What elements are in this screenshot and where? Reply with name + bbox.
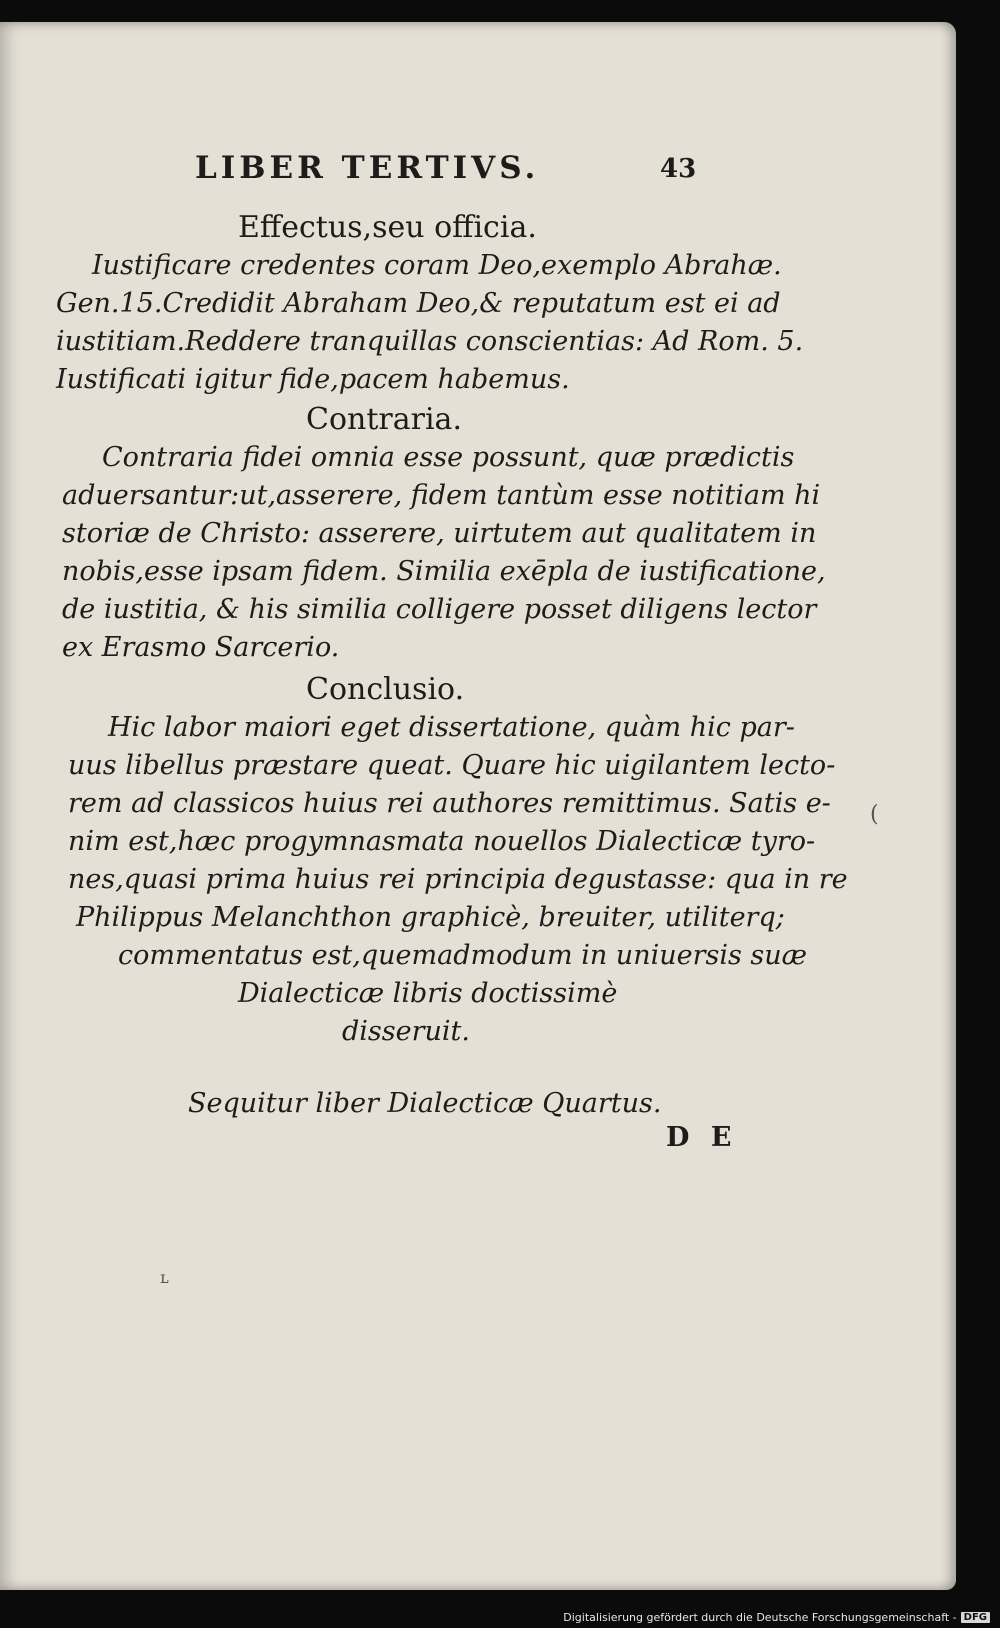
section-heading-contraria: Contraria. (306, 402, 462, 437)
page-number: 43 (660, 154, 697, 184)
text-line: uus libellus præstare queat. Quare hic uigilantem lecto- (68, 750, 836, 781)
text-line: Hic labor maiori eget dissertatione, quàm hic par- (108, 712, 795, 743)
text-line: Iustificati igitur fide,pacem habemus. (56, 364, 570, 395)
dfg-logo: DFG (961, 1612, 990, 1623)
paper-mark: ( (870, 802, 879, 827)
text-line: disseruit. (342, 1016, 470, 1047)
section-heading-effectus: Effectus,seu officia. (238, 210, 537, 245)
text-line: commentatus est,quemadmodum in uniuersis suæ (118, 940, 808, 971)
text-line: Iustificare credentes coram Deo,exemplo Abrahæ. (92, 250, 782, 281)
text-line: Dialecticæ libris doctissimè (238, 978, 618, 1009)
catchword: D E (666, 1122, 738, 1153)
digitization-footer (563, 1611, 990, 1624)
running-head: LIBER TERTIVS. (195, 150, 540, 186)
text-line: Contraria fidei omnia esse possunt, quæ prædictis (102, 442, 795, 473)
text-line: Philippus Melanchthon graphicè, breuiter, utiliterq; (76, 902, 785, 933)
text-line: rem ad classicos huius rei authores remittimus. Satis e- (68, 788, 831, 819)
book-page (0, 22, 956, 1590)
section-heading-conclusio: Conclusio. (306, 672, 465, 707)
footer-text: Digitalisierung gefördert durch die Deutsche Forschungsgemeinschaft - (563, 1611, 957, 1624)
text-line: de iustitia, & his similia colligere posset diligens lector (62, 594, 817, 625)
paper-mark: ʟ (160, 1268, 169, 1287)
text-line: ex Erasmo Sarcerio. (62, 632, 340, 663)
sequitur-line: Sequitur liber Dialecticæ Quartus. (188, 1088, 662, 1119)
text-line: Gen.15.Credidit Abraham Deo,& reputatum est ei ad (56, 288, 781, 319)
text-line: storiæ de Christo: asserere, uirtutem aut qualitatem in (62, 518, 817, 549)
text-line: nes,quasi prima huius rei principia degustasse: qua in re (68, 864, 848, 895)
text-line: iustitiam.Reddere tranquillas conscientias: Ad Rom. 5. (56, 326, 804, 357)
text-line: nobis,esse ipsam fidem. Similia exēpla de iustificatione, (62, 556, 826, 587)
text-line: aduersantur:ut,asserere, fidem tantùm esse notitiam hi (62, 480, 821, 511)
text-line: nim est,hæc progymnasmata nouellos Dialecticæ tyro- (68, 826, 816, 857)
